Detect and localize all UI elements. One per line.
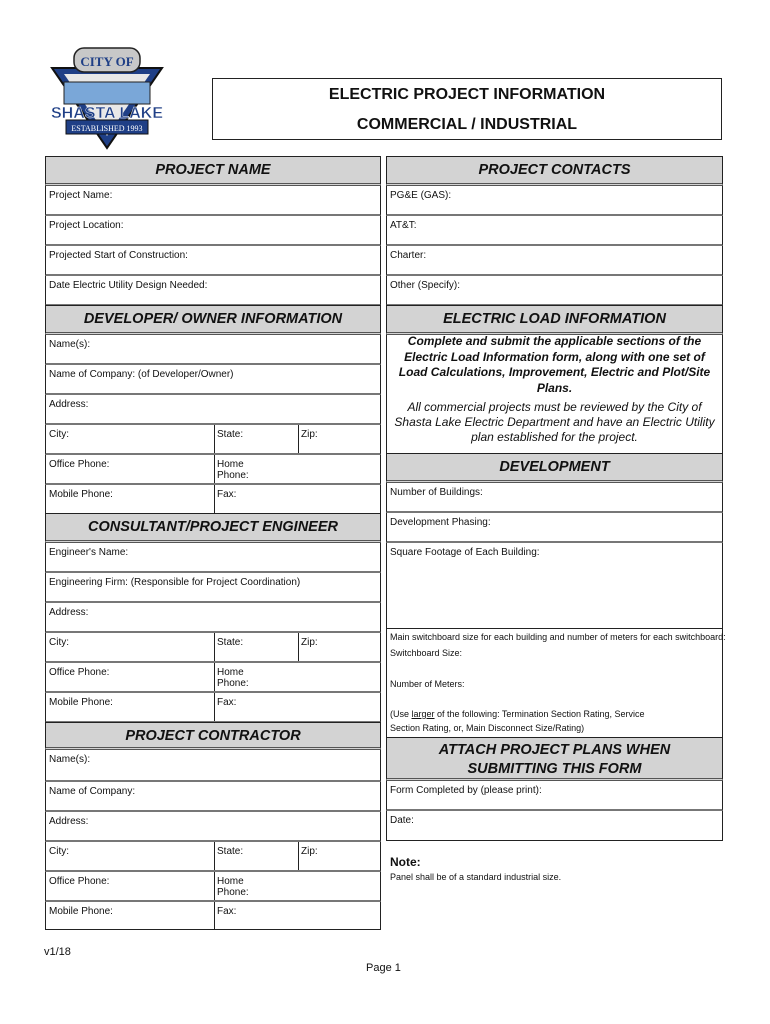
design-needed-date-field[interactable]	[45, 276, 381, 306]
version-label: v1/18	[44, 946, 71, 958]
consultant-address-field[interactable]	[45, 603, 381, 633]
meters-label: Number of Meters:	[390, 679, 465, 689]
developer-phone-row[interactable]	[45, 455, 381, 485]
field-label: Home Phone:	[217, 459, 249, 481]
consultant-phone-row[interactable]	[45, 663, 381, 693]
logo-banner-text: ESTABLISHED 1993	[71, 124, 143, 133]
field-label: Charter:	[390, 250, 427, 261]
electric-load-body	[386, 335, 723, 453]
field-label: Home Phone:	[217, 667, 249, 689]
field-label: Office Phone:	[49, 876, 110, 887]
developer-mobile-row[interactable]	[45, 485, 381, 515]
contractor-state-field[interactable]	[214, 842, 244, 870]
square-footage-field[interactable]	[386, 543, 723, 629]
field-label: Project Location:	[49, 220, 124, 231]
project-contacts-header: PROJECT CONTACTS	[386, 156, 723, 186]
field-label: Zip:	[301, 846, 318, 857]
field-label: Office Phone:	[49, 459, 110, 470]
project-name-header: PROJECT NAME	[45, 156, 381, 186]
developer-state-field[interactable]	[214, 425, 244, 453]
contractor-header: PROJECT CONTRACTOR	[45, 722, 381, 750]
electric-load-instructions: Complete and submit the applicable sections of the Electric Load Information form, along with one set of Load Calculations, Improvement, Electric and Plot/Site Plans.	[398, 334, 711, 395]
development-phasing-field[interactable]	[386, 513, 723, 543]
field-label: City:	[49, 637, 69, 648]
developer-names-field[interactable]	[45, 335, 381, 365]
field-label: Fax:	[217, 489, 237, 500]
att-field[interactable]	[386, 216, 723, 246]
rating-instruction-line2: Section Rating, or, Main Disconnect Size/Rating)	[390, 723, 585, 733]
field-label: Name of Company: (of Developer/Owner)	[49, 369, 234, 380]
contractor-company-field[interactable]	[45, 782, 381, 812]
engineering-firm-field[interactable]	[45, 573, 381, 603]
pge-gas-field[interactable]	[386, 186, 723, 216]
field-label: Mobile Phone:	[49, 489, 113, 500]
field-label: PG&E (GAS):	[390, 190, 452, 201]
field-label: Office Phone:	[49, 667, 110, 678]
field-label: State:	[217, 429, 244, 440]
project-location-field[interactable]	[45, 216, 381, 246]
field-label: Number of Buildings:	[390, 487, 483, 498]
field-label: Engineer's Name:	[49, 547, 129, 558]
other-contact-field[interactable]	[386, 276, 723, 306]
contractor-names-field[interactable]	[45, 750, 381, 782]
field-label: Name(s):	[49, 754, 91, 765]
developer-city-row[interactable]	[45, 425, 381, 455]
field-label: City:	[49, 846, 69, 857]
rating-larger: larger	[411, 709, 435, 719]
field-label: Mobile Phone:	[49, 697, 113, 708]
developer-company-field[interactable]	[45, 365, 381, 395]
field-label: Square Footage of Each Building:	[390, 547, 540, 558]
developer-zip-field[interactable]	[298, 425, 318, 453]
field-label: Zip:	[301, 637, 318, 648]
consultant-fax-field[interactable]	[214, 693, 237, 721]
developer-fax-field[interactable]	[214, 485, 237, 513]
switchboard-intro: Main switchboard size for each building and number of meters for each switchboard:	[390, 632, 726, 642]
field-label: City:	[49, 429, 69, 440]
field-label: AT&T:	[390, 220, 417, 231]
project-name-field[interactable]	[45, 186, 381, 216]
field-label: Other (Specify):	[390, 280, 461, 291]
field-label: State:	[217, 846, 244, 857]
field-label: State:	[217, 637, 244, 648]
logo-top-text: CITY OF	[80, 54, 134, 69]
consultant-header: CONSULTANT/PROJECT ENGINEER	[45, 513, 381, 543]
developer-header: DEVELOPER/ OWNER INFORMATION	[45, 305, 381, 335]
field-label: Address:	[49, 816, 89, 827]
field-label: Name(s):	[49, 339, 91, 350]
field-label: Development Phasing:	[390, 517, 491, 528]
field-label: Zip:	[301, 429, 318, 440]
contractor-home-phone-field[interactable]	[214, 872, 249, 900]
field-label: Date Electric Utility Design Needed:	[49, 280, 208, 291]
consultant-city-row[interactable]	[45, 633, 381, 663]
contractor-city-row[interactable]	[45, 842, 381, 872]
field-label: Project Name:	[49, 190, 113, 201]
city-logo	[44, 40, 170, 152]
field-label: Address:	[49, 399, 89, 410]
field-label: Engineering Firm: (Responsible for Project Coordination)	[49, 577, 301, 588]
charter-field[interactable]	[386, 246, 723, 276]
consultant-state-field[interactable]	[214, 633, 244, 661]
field-label: Fax:	[217, 697, 237, 708]
field-label: Fax:	[217, 906, 237, 917]
number-of-buildings-field[interactable]	[386, 483, 723, 513]
logo-main-text: SHASTA LAKE	[51, 105, 163, 122]
consultant-home-phone-field[interactable]	[214, 663, 249, 691]
consultant-mobile-row[interactable]	[45, 693, 381, 723]
field-label: Projected Start of Construction:	[49, 250, 188, 261]
field-label: Form Completed by (please print):	[390, 785, 542, 796]
note-title: Note:	[390, 855, 421, 869]
field-label: Date:	[390, 815, 414, 826]
page-number: Page 1	[366, 962, 401, 974]
rating-prefix: (Use	[390, 709, 412, 719]
title-box	[212, 78, 722, 140]
projected-start-field[interactable]	[45, 246, 381, 276]
field-label: Home Phone:	[217, 876, 249, 898]
rating-instruction-line1	[390, 709, 644, 719]
contractor-phone-row[interactable]	[45, 872, 381, 902]
field-label: Name of Company:	[49, 786, 136, 797]
development-header: DEVELOPMENT	[386, 453, 723, 483]
developer-home-phone-field[interactable]	[214, 455, 249, 483]
form-subtitle: COMMERCIAL / INDUSTRIAL	[356, 116, 578, 133]
rating-suffix: of the following: Termination Section Rating, Service	[434, 709, 645, 719]
contractor-address-field[interactable]	[45, 812, 381, 842]
note-text: Panel shall be of a standard industrial size.	[390, 872, 562, 882]
electric-load-header: ELECTRIC LOAD INFORMATION	[386, 305, 723, 335]
switchboard-section[interactable]	[386, 629, 726, 737]
consultant-zip-field[interactable]	[298, 633, 318, 661]
date-field[interactable]	[386, 811, 723, 841]
developer-address-field[interactable]	[45, 395, 381, 425]
field-label: Address:	[49, 607, 89, 618]
field-label: Mobile Phone:	[49, 906, 113, 917]
contractor-fax-field[interactable]	[214, 902, 237, 929]
contractor-zip-field[interactable]	[298, 842, 318, 870]
attach-plans-header: ATTACH PROJECT PLANS WHEN SUBMITTING THIS FORM	[386, 737, 723, 781]
contractor-mobile-row[interactable]	[45, 902, 381, 930]
switchboard-size-label: Switchboard Size:	[390, 648, 463, 658]
form-title: ELECTRIC PROJECT INFORMATION	[328, 86, 606, 103]
electric-load-review-note: All commercial projects must be reviewed by the City of Shasta Lake Electric Department and have an Electric Utility plan established for the project.	[394, 400, 715, 444]
engineer-name-field[interactable]	[45, 543, 381, 573]
form-completed-by-field[interactable]	[386, 781, 723, 811]
